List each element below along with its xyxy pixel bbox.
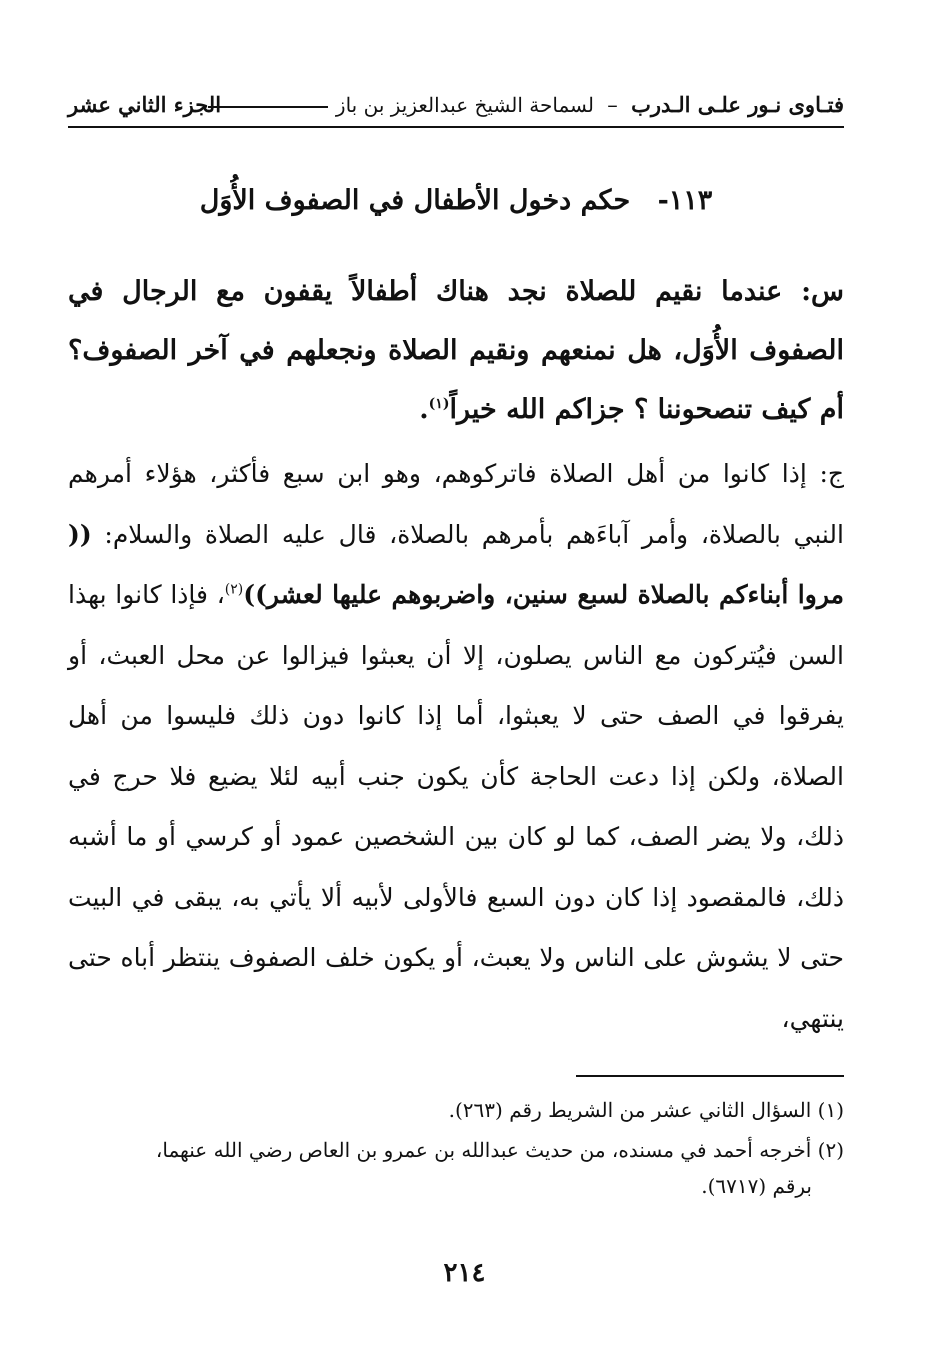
header-title-block (336, 92, 844, 117)
footnote-ref-1[interactable]: (١) (428, 396, 450, 412)
section-title: حكم دخول الأطفال في الصفوف الأُوَل (199, 185, 631, 216)
author-name: لسماحة الشيخ عبدالعزيز بن باز (335, 93, 594, 117)
volume-part: الجزء الثاني عشر (68, 92, 222, 117)
header-dash: – (607, 93, 618, 117)
running-header (68, 88, 844, 128)
footnote-ref-2[interactable]: (٢) (224, 581, 244, 598)
section-number: ١١٣- (657, 185, 713, 216)
answer-text-after: ، فإذا كانوا بهذا السن فيُتركون مع الناس يصلون، إلا أن يعبثوا فيزالوا عن محل العبث، أو يفرقوا في الصف حتى لا يعبثوا، أما إذا كانوا دون ذلك فليسوا من أهل الصلاة، ولكن إذا دعت الحاجة كأن يكون جنب أبيه لئلا يضيع فلا حرج في ذلك، ولا يضر الصف، كما لو كان بين الشخصين عمود أو كرسي أو ما أشبه ذلك، فالمقصود إذا كان دون السبع فالأولى لأبيه ألا يأتي به، يبقى في البيت حتى لا يشوش على الناس ولا يعبث، أو يكون خلف الصفوف ينتظر أباه حتى ينتهي، (68, 580, 844, 1033)
question-text: عندما نقيم للصلاة نجد هناك أطفالاً يقفون مع الرجال في الصفوف الأُوَل، هل نمنعهم ونقيم الصلاة ونجعلهم في آخر الصفوف؟ أم كيف تنصحوننا ؟ جزاكم الله خيراً (68, 276, 844, 425)
section-heading (68, 185, 844, 216)
footnote-item (68, 1092, 844, 1128)
question-end: . (419, 394, 429, 425)
question-label: س: (801, 276, 844, 307)
page-number: ٢١٤ (443, 1258, 486, 1288)
footnotes (68, 1092, 844, 1208)
header-rule (208, 106, 328, 108)
footnote-number: (١) (817, 1098, 844, 1122)
footnote-separator (576, 1075, 844, 1077)
footnote-item (68, 1132, 844, 1204)
footnote-number: (٢) (817, 1138, 844, 1162)
footnote-continuation: برقم (٦٧١٧). (701, 1174, 812, 1198)
hadith-quote: (( مروا أبناءكم بالصلاة لسبع سنين، واضربوهم عليها لعشر)) (68, 519, 844, 609)
footnote-text: السؤال الثاني عشر من الشريط رقم (٢٦٣). (448, 1098, 812, 1122)
question-paragraph (68, 262, 844, 439)
footnote-text: أخرجه أحمد في مسنده، من حديث عبدالله بن عمرو بن العاص رضي الله عنهما، (155, 1138, 812, 1162)
book-title: فتـاوى نـور علـى الـدرب (631, 92, 844, 117)
answer-paragraph (68, 444, 844, 1049)
answer-label: ج: (819, 459, 844, 488)
answer-text-before: إذا كانوا من أهل الصلاة فاتركوهم، وهو ابن سبع فأكثر، هؤلاء أمرهم النبي بالصلاة، وأمر آباءَهم بأمرهم بالصلاة، قال عليه الصلاة والسلام: (68, 459, 844, 549)
